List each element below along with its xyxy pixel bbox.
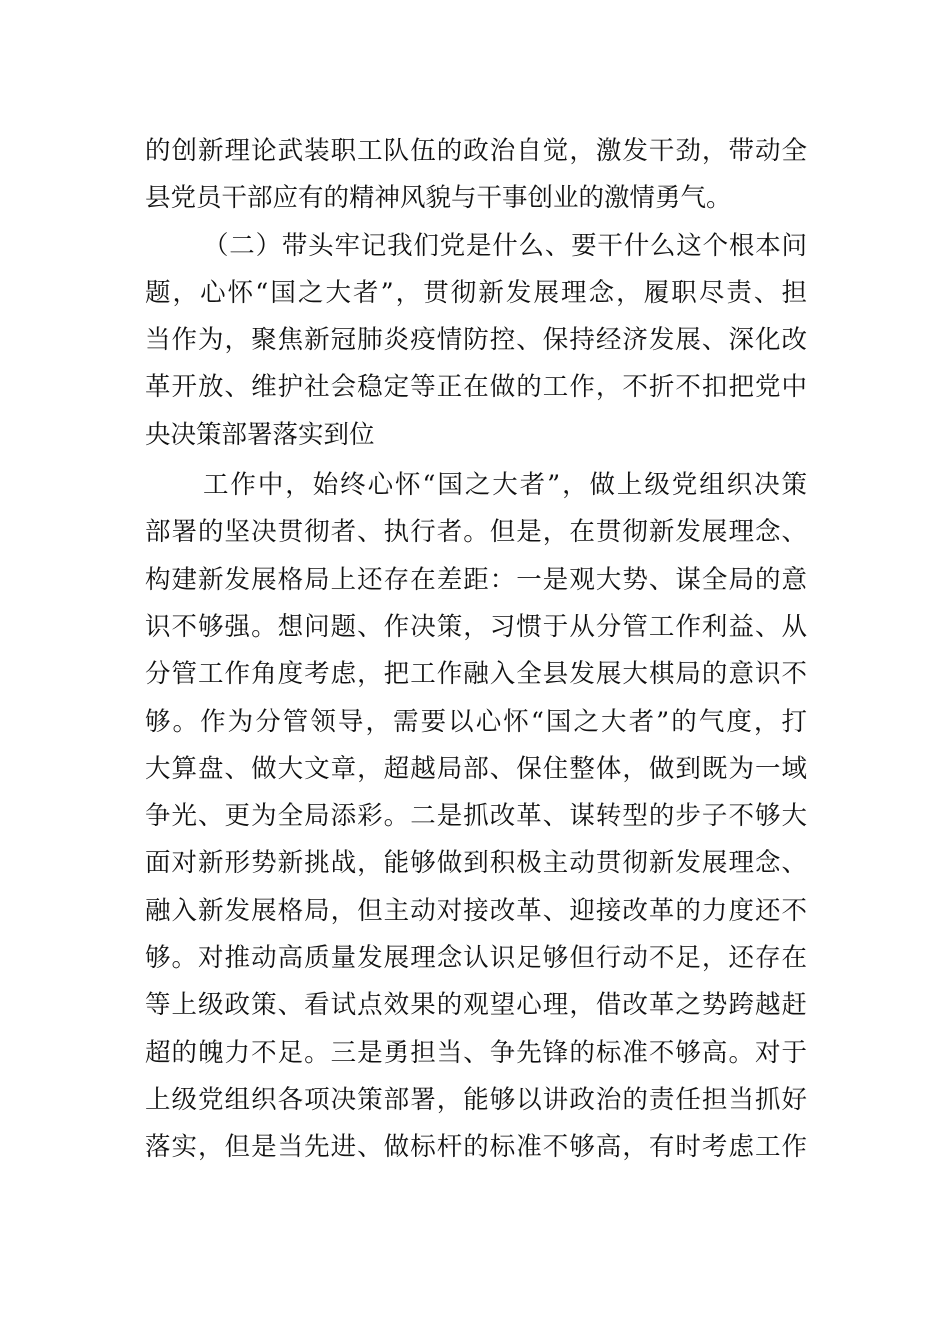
text-line: 革开放、维护社会稳定等正在做的工作，不折不扣把党中 [145,372,807,403]
section-heading-2 [145,223,807,459]
text-line: 当作为，聚焦新冠肺炎疫情防控、保持经济发展、深化改 [145,325,807,356]
text-line: 等上级政策、看试点效果的观望心理，借改革之势跨越赶 [145,990,807,1021]
text-line: 够。对推动高质量发展理念认识足够但行动不足，还存在 [145,943,807,974]
text-line: 的创新理论武装职工队伍的政治自觉，激发干劲，带动全 [145,136,807,166]
text-line: 超的魄力不足。三是勇担当、争先锋的标准不够高。对于 [145,1037,807,1068]
text-line: 题，心怀“国之大者”，贯彻新发展理念，履职尽责、担 [145,277,807,308]
text-line: 识不够强。想问题、作决策，习惯于从分管工作利益、从 [145,611,807,642]
document-body [145,128,807,1172]
text-line: 争光、更为全局添彩。二是抓改革、谋转型的步子不够大 [145,801,807,832]
text-line: 大算盘、做大文章，超越局部、保住整体，做到既为一域 [145,753,807,784]
text-line: 分管工作角度考虑，把工作融入全县发展大棋局的意识不 [145,659,807,690]
text-line: （二）带头牢记我们党是什么、要干什么这个根本问 [203,230,807,261]
text-line: 融入新发展格局，但主动对接改革、迎接改革的力度还不 [145,895,807,926]
paragraph-3 [145,462,807,1171]
text-line: 部署的坚决贯彻者、执行者。但是，在贯彻新发展理念、 [145,517,807,548]
text-line: 央决策部署落实到位 [145,419,375,450]
text-line: 上级党组织各项决策部署，能够以讲政治的责任担当抓好 [145,1084,807,1115]
text-line: 构建新发展格局上还存在差距：一是观大势、谋全局的意 [145,564,807,595]
text-line: 县党员干部应有的精神风貌与干事创业的激情勇气。 [145,183,732,214]
text-line: 面对新形势新挑战，能够做到积极主动贯彻新发展理念、 [145,848,807,879]
paragraph-1 [145,128,807,223]
text-line: 工作中，始终心怀“国之大者”，做上级党组织决策 [203,470,807,501]
text-line: 落实，但是当先进、做标杆的标准不够高，有时考虑工作 [145,1132,807,1163]
text-line: 够。作为分管领导，需要以心怀“国之大者”的气度，打 [145,706,807,737]
